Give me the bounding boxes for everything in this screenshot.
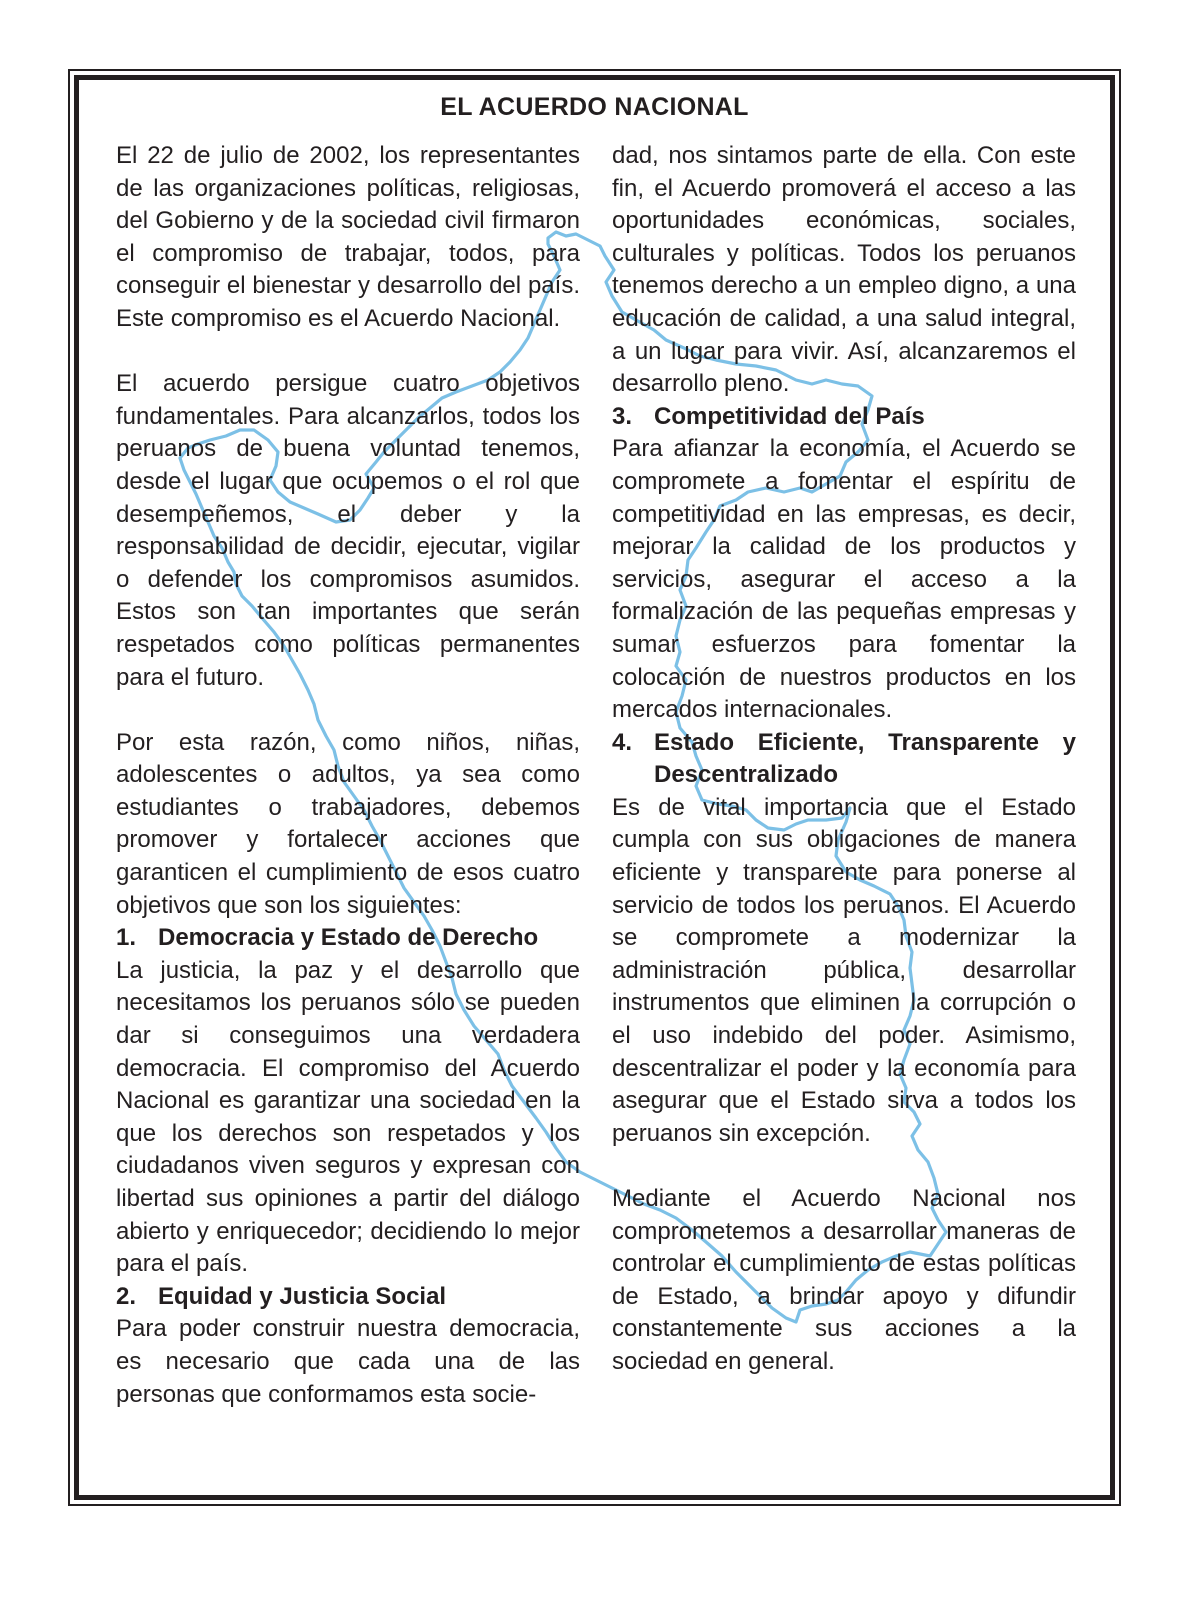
section-2-continued-text: dad, nos sintamos parte de ella. Con este fin, el Acuerdo promoverá el acceso a las oportunidades económicas, sociales, culturales y políticas. Todos los peruanos tenemos derecho a un empleo digno, a una educación de calidad, a una salud integral, a un lugar para vivir. Así, alcanzaremos el desarrollo pleno. xyxy=(612,142,1076,398)
intro-paragraph-1: El 22 de julio de 2002, los representantes de las organizaciones políticas, religiosas, del Gobierno y de la sociedad civil firmaron el compromiso de trabajar, todos, para conseguir el bienestar y desarrollo del país. Este compromiso es el Acuerdo Nacional. xyxy=(116,142,580,332)
section-4-heading xyxy=(612,727,1076,792)
section-1-text: La justicia, la paz y el desarrollo que necesitamos los peruanos sólo se pueden dar si conseguimos una verdadera democracia. El compromiso del Acuerdo Nacional es garantizar una sociedad en la que los derechos son respetados y los ciudadanos viven seguros y expresan con libertad sus opiniones a partir del diálogo abierto y enriquecedor; decidiendo lo mejor para el país. xyxy=(116,956,580,1278)
section-1-title: Democracia y Estado de Derecho xyxy=(158,924,539,952)
section-2-text: Para poder construir nuestra democracia, es necesario que cada una de las personas que conformamos esta socie- xyxy=(116,1315,580,1408)
section-2-number: 2. xyxy=(116,1282,137,1310)
section-4-text: Es de vital importancia que el Estado cumpla con sus obligaciones de manera eficiente y transparente para ponerse al servicio de todos los peruanos. El Acuerdo se compromete a modernizar la administración pública, desarrollar instrumentos que eliminen la corrupción o el uso indebido del poder. Asimismo, descentralizar el poder y la economía para asegurar que el Estado sirva a todos los peruanos sin excepción. xyxy=(612,793,1076,1147)
section-1-heading xyxy=(116,922,580,955)
section-1-number: 1. xyxy=(116,924,137,952)
intro-paragraph-3: Por esta razón, como niños, niñas, adolescentes o adultos, ya sea como estudiantes o trabajadores, debemos promover y fortalecer acciones que garanticen el cumplimiento de esos cuatro objetivos que son los siguientes: xyxy=(116,728,580,919)
section-2-title: Equidad y Justicia Social xyxy=(158,1282,447,1310)
right-column xyxy=(612,140,1076,1379)
page-title: EL ACUERDO NACIONAL xyxy=(440,93,749,121)
section-3-text: Para afianzar la economía, el Acuerdo se compromete a fomentar el espíritu de competitividad en las empresas, es decir, mejorar la calidad de los productos y servicios, asegurar el acceso a la formalización de las pequeñas empresas y sumar esfuerzos para fomentar la colocación de nuestros productos en los mercados internacionales. xyxy=(612,435,1076,724)
closing-paragraph: Mediante el Acuerdo Nacional nos comprometemos a desarrollar maneras de controlar el cumplimiento de estas políticas de Estado, a brindar apoyo y difundir constantemente sus acciones a la sociedad en general. xyxy=(612,1185,1076,1375)
section-4-number: 4. xyxy=(612,728,633,756)
left-column xyxy=(116,140,580,1411)
section-4-title: Estado Eficiente, Transparente y Descentralizado xyxy=(654,728,1076,789)
section-2-heading xyxy=(116,1281,580,1314)
section-3-number: 3. xyxy=(612,402,633,430)
section-3-heading xyxy=(612,401,1076,434)
section-3-title: Competitividad del País xyxy=(654,402,925,430)
intro-paragraph-2: El acuerdo persigue cuatro objetivos fundamentales. Para alcanzarlos, todos los peruanos de buena voluntad tenemos, desde el lugar que ocupemos o el rol que desempeñemos, el deber y la responsabilidad de decidir, ejecutar, vigilar o defender los compromisos asumidos. Estos son tan importantes que serán respetados como políticas permanentes para el futuro. xyxy=(116,370,580,691)
